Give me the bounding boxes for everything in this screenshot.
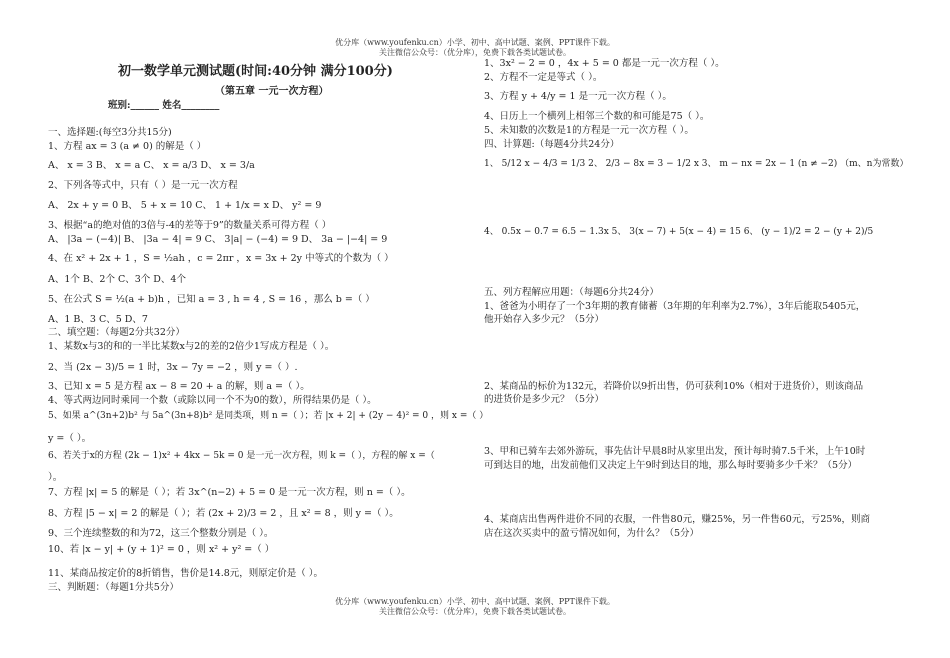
judge-1: 1、3x² − 2 = 0 ，4x + 5 = 0 都是一元一次方程（ ）。 — [484, 58, 725, 69]
app-4-line-2: 店在这次买卖中的盈亏情况如何，为什么？（5分） — [484, 528, 700, 539]
app-4-line-1: 4、某商店出售两件进价不同的衣服，一件售80元，赚25%，另一件售60元，亏25%，则商 — [484, 514, 870, 525]
app-2-line-2: 的进货价是多少元？（5分） — [484, 394, 605, 405]
calc-row-1: 1、 5/12 x − 4/3 = 1/3 2、 2/3 − 8x = 3 − 1/2 x 3、 m − nx = 2x − 1 (n ≠ −2) （m、n为常数） — [484, 159, 909, 169]
question-5-options: A、1 B、3 C、5 D、7 — [48, 314, 148, 325]
judge-3: 3、方程 y + 4/y = 1 是一元一次方程（ ）。 — [484, 91, 672, 102]
question-4: 4、在 x² + 2x + 1 ，S = ½ah ，c = 2πr ，x = 3x + 2y 中等式的个数为（ ） — [48, 253, 394, 264]
fill-10: 10、若 |x − y| + (y + 1)² = 0 ，则 x² + y² =（ ） — [48, 544, 275, 555]
section-app-heading: 五、列方程解应用题：（每题6分共24分） — [484, 287, 659, 298]
question-3-options: A、 |3a − (−4)| B、 |3a − 4| = 9 C、 3|a| − (−4) = 9 D、 3a − |−4| = 9 — [48, 234, 388, 245]
question-1: 1、方程 ax = 3 (a ≠ 0) 的解是（ ） — [48, 141, 207, 152]
right-column — [470, 0, 950, 658]
fill-6-cont: ）。 — [48, 472, 63, 483]
header-line-1: 优分库（www.youfenku.cn）小学、初中、高中试题、案例、PPT课件下载。 — [335, 38, 615, 47]
judge-4: 4、日历上一个横列上相邻三个数的和可能是75（ ）。 — [484, 111, 710, 122]
question-2: 2、下列各等式中，只有（ ）是一元一次方程 — [48, 180, 238, 191]
app-2-line-1: 2、某商品的标价为132元，若降价以9折出售，仍可获利10%（相对于进货价），则该商品 — [484, 381, 864, 392]
question-3: 3、根据“a的绝对值的3倍与-4的差等于9”的数量关系可得方程（ ） — [48, 220, 332, 231]
section-judge-heading: 三、判断题：（每题1分共5分） — [48, 582, 179, 593]
fill-8: 8、方程 |5 − x| = 2 的解是（ ）；若 (2x + 2)/3 = 2 ，且 x² = 8 ，则 y =（ ）。 — [48, 508, 399, 519]
app-1-line-1: 1、爸爸为小明存了一个3年期的教育储蓄（3年期的年利率为2.7%），3年后能取5405元， — [484, 301, 866, 312]
fill-1: 1、某数x与3的和的一半比某数x与2的差的2倍少1写成方程是（ ）。 — [48, 341, 335, 352]
fill-4: 4、等式两边同时乘同一个数（或除以同一个不为0的数），所得结果仍是（ ）。 — [48, 395, 377, 406]
app-1-line-2: 他开始存入多少元？（5分） — [484, 314, 605, 325]
student-info: 班别:______ 姓名________ — [108, 100, 220, 111]
section-choice-heading: 一、选择题:(每空3分共15分) — [48, 127, 172, 138]
footer-line-1: 优分库（www.youfenku.cn）小学、初中、高中试题、案例、PPT课件下载。 — [335, 597, 615, 606]
calc-row-2: 4、 0.5x − 0.7 = 6.5 − 1.3x 5、 3(x − 7) + 5(x − 4) = 15 6、 (y − 1)/2 = 2 − (y + 2)/5 — [484, 227, 874, 237]
header-line-2: 关注微信公众号：（优分库），免费下载各类试题试卷。 — [379, 48, 571, 57]
fill-7: 7、方程 |x| = 5 的解是（ ）；若 3x^(n−2) + 5 = 0 是一元一次方程，则 n =（ ）。 — [48, 487, 411, 498]
fill-11: 11、某商品按定价的8折销售，售价是14.8元，则原定价是（ ）。 — [48, 568, 324, 579]
judge-5: 5、未知数的次数是1的方程是一元一次方程（ ）。 — [484, 125, 694, 136]
fill-9: 9、三个连续整数的和为72，这三个整数分别是（ ）。 — [48, 528, 274, 539]
exam-title: 初一数学单元测试题(时间:40分钟 满分100分) — [118, 64, 393, 79]
question-4-options: A、1个 B、2个 C、3个 D、4个 — [48, 274, 186, 285]
fill-5-cont: y =（ ）。 — [48, 433, 92, 444]
footer-line-2: 关注微信公众号：（优分库），免费下载各类试题试卷。 — [379, 607, 571, 616]
section-fill-heading: 二、填空题：（每题2分共32分） — [48, 327, 185, 338]
fill-2: 2、当 (2x − 3)/5 = 1 时，3x − 7y = −2 ，则 y =（ ）. — [48, 362, 298, 373]
chapter-subtitle: （第五章 一元一次方程） — [215, 86, 329, 97]
fill-6: 6、若关于x的方程 (2k − 1)x² + 4kx − 5k = 0 是一元一次方程，则 k =（ ），方程的解 x =（ — [48, 451, 435, 461]
app-3-line-1: 3、甲和已骑车去郊外游玩，事先估计早晨8时从家里出发，预计每时骑7.5千米，上午10时 — [484, 446, 866, 457]
fill-3: 3、已知 x = 5 是方程 ax − 8 = 20 + a 的解，则 a =（ ）。 — [48, 381, 310, 392]
judge-2: 2、方程不一定是等式（ ）。 — [484, 72, 603, 83]
fill-5: 5、如果 a^(3n+2)b² 与 5a^(3n+8)b² 是同类项，则 n =（ ）；若 |x + 2| + (2y − 4)² = 0 ，则 x =（ ） — [48, 411, 489, 421]
section-calc-heading: 四、计算题:（每题4分共24分） — [484, 139, 620, 150]
question-5: 5、在公式 S = ½(a + b)h ，已知 a = 3 , h = 4 , S = 16 ，那么 b =（ ） — [48, 294, 375, 305]
question-1-options: A、 x = 3 B、 x = a C、 x = a/3 D、 x = 3/a — [48, 160, 255, 171]
app-3-line-2: 可到达目的地，出发前他们又决定上午9时到达目的地，那么每时要骑多少千米？（5分） — [484, 460, 858, 471]
question-2-options: A、 2x + y = 0 B、 5 + x = 10 C、 1 + 1/x = x D、 y² = 9 — [48, 200, 322, 211]
